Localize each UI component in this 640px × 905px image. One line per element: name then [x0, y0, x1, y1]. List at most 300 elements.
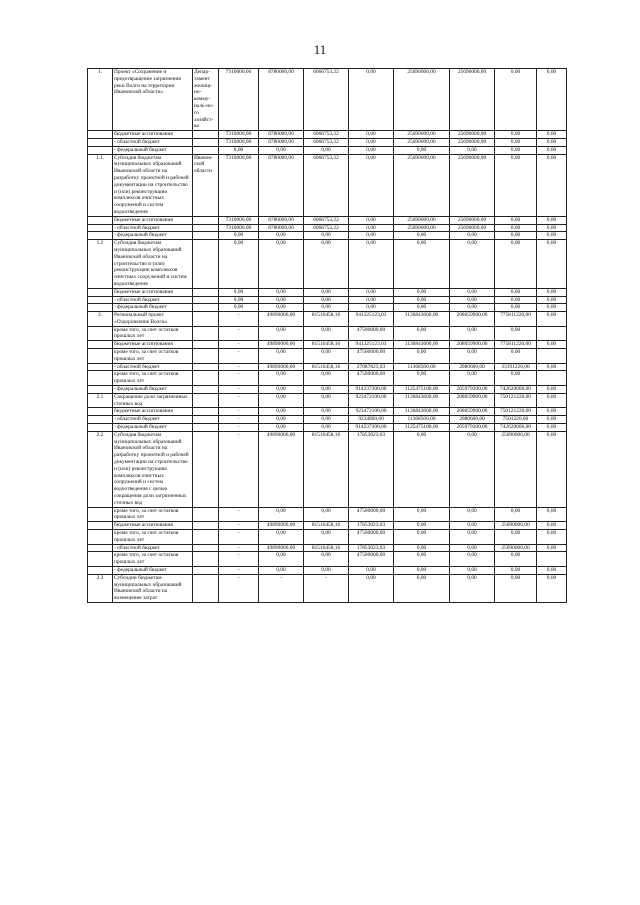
row-description-cell: кроме того, за счет остатков прошлых лет	[113, 530, 193, 545]
value-2026-cell: 0,00	[537, 312, 567, 327]
value-2022-cell: 17853023,03	[349, 431, 394, 507]
value-2020-cell: 0,00	[259, 288, 304, 296]
row-description-cell: бюджетные ассигнования	[113, 522, 193, 530]
value-2022-cell: 27087823,03	[349, 363, 394, 371]
responsible-executor-cell	[193, 574, 219, 602]
value-2024-cell: 25690000,00	[450, 154, 495, 216]
value-2025-cell: 33191220,00	[495, 363, 537, 371]
table-row	[88, 154, 567, 216]
value-2026-cell: 0,00	[537, 288, 567, 296]
value-2021-cell: 0,00	[304, 507, 349, 522]
table-row	[88, 216, 567, 224]
value-2025-cell: 0,00	[495, 146, 537, 154]
value-2025-cell: 0,00	[495, 552, 537, 567]
table-row	[88, 507, 567, 522]
table-row	[88, 431, 567, 507]
value-2020-cell: 8780000,00	[259, 131, 304, 139]
responsible-executor-cell	[193, 393, 219, 408]
value-2019-cell: 0,00	[219, 232, 259, 240]
table-row	[88, 522, 567, 530]
value-2026-cell: 0,00	[537, 363, 567, 371]
value-2020-cell: 8780000,00	[259, 216, 304, 224]
responsible-executor-cell	[193, 312, 219, 327]
value-2023-cell: 0,00	[394, 304, 450, 312]
row-description-cell: Субсидия бюджетам муниципальных образований Ивановской области на разработку проектной и рабочей документации на строительство и (или) реконструкцию комплексов очистных сооружений и систем водоотведения	[113, 154, 193, 216]
row-description-cell: - областной бюджет	[113, 296, 193, 304]
table-row	[88, 138, 567, 146]
value-2020-cell: 8780000,00	[259, 138, 304, 146]
value-2024-cell: 0,00	[450, 566, 495, 574]
value-2022-cell: 17853023,03	[349, 544, 394, 552]
row-description-cell: - федеральный бюджет	[113, 304, 193, 312]
value-2021-cell: 6066753,22	[304, 224, 349, 232]
value-2023-cell: 0,00	[394, 326, 450, 341]
value-2024-cell: 0,00	[450, 544, 495, 552]
value-2026-cell: 0,00	[537, 431, 567, 507]
value-2023-cell: 0,00	[394, 349, 450, 364]
value-2020-cell: 0,00	[259, 416, 304, 424]
row-number-cell	[88, 552, 113, 567]
value-2021-cell: 0,00	[304, 232, 349, 240]
responsible-executor-cell	[193, 296, 219, 304]
value-2025-cell: 25690000,00	[495, 431, 537, 507]
value-2023-cell: 0,00	[394, 566, 450, 574]
value-2024-cell: 0,00	[450, 146, 495, 154]
value-2025-cell: 0,00	[495, 138, 537, 146]
value-2026-cell: 0,00	[537, 566, 567, 574]
value-2024-cell: 0,00	[450, 574, 495, 602]
value-2021-cell: 81516458,16	[304, 522, 349, 530]
value-2023-cell: 0,00	[394, 544, 450, 552]
value-2026-cell	[537, 371, 567, 386]
row-number-cell	[88, 544, 113, 552]
value-2023-cell: 1136843600,00	[394, 393, 450, 408]
value-2020-cell: 0,00	[259, 424, 304, 432]
value-2023-cell: 0,00	[394, 232, 450, 240]
value-2022-cell: 0,00	[349, 232, 394, 240]
value-2023-cell: 0,00	[394, 530, 450, 545]
value-2024-cell: 0,00	[450, 304, 495, 312]
value-2026-cell: 0,00	[537, 424, 567, 432]
responsible-executor-cell	[193, 416, 219, 424]
row-description-cell: Проект «Сохранение и предотвращение загрязнения реки Волги на территории Ивановской области»	[113, 69, 193, 131]
row-description-cell: - областной бюджет	[113, 544, 193, 552]
value-2025-cell: 0,00	[495, 507, 537, 522]
table-row	[88, 341, 567, 349]
table-row	[88, 349, 567, 364]
value-2023-cell: 0,00	[394, 288, 450, 296]
value-2022-cell: 914237300,00	[349, 386, 394, 394]
value-2022-cell: 923472100,00	[349, 408, 394, 416]
value-2019-cell: -	[219, 326, 259, 341]
value-2026-cell: 0,00	[537, 416, 567, 424]
row-description-cell: бюджетные ассигнования	[113, 131, 193, 139]
value-2021-cell: 0,00	[304, 530, 349, 545]
value-2023-cell: 1136843600,00	[394, 408, 450, 416]
value-2019-cell: -	[219, 424, 259, 432]
value-2020-cell: 49890000,00	[259, 431, 304, 507]
row-description-cell: кроме того, за счет остатков прошлых лет	[113, 371, 193, 386]
responsible-executor-cell	[193, 240, 219, 289]
value-2022-cell: 0,00	[349, 288, 394, 296]
value-2023-cell: 1136843600,00	[394, 312, 450, 327]
value-2019-cell: -	[219, 574, 259, 602]
value-2025-cell: 750121220,00	[495, 408, 537, 416]
value-2021-cell: 81516458,16	[304, 312, 349, 327]
value-2019-cell: 7310000,00	[219, 154, 259, 216]
value-2024-cell: 0,00	[450, 232, 495, 240]
row-description-cell: - областной бюджет	[113, 416, 193, 424]
value-2023-cell: 0,00	[394, 371, 450, 386]
value-2022-cell: 0,00	[349, 304, 394, 312]
value-2025-cell: 0,00	[495, 232, 537, 240]
value-2020-cell: 0,00	[259, 386, 304, 394]
value-2025-cell: 0,00	[495, 69, 537, 131]
value-2024-cell: 2080600,00	[450, 416, 495, 424]
responsible-executor-cell	[193, 522, 219, 530]
value-2023-cell: 25690000,00	[394, 216, 450, 224]
value-2020-cell: 0,00	[259, 240, 304, 289]
value-2019-cell: -	[219, 363, 259, 371]
value-2020-cell: 0,00	[259, 349, 304, 364]
value-2024-cell: 0,00	[450, 522, 495, 530]
value-2026-cell: 0,00	[537, 544, 567, 552]
value-2022-cell: 0,00	[349, 224, 394, 232]
value-2022-cell: 17853023,03	[349, 522, 394, 530]
row-number-cell	[88, 566, 113, 574]
value-2023-cell: 25690000,00	[394, 131, 450, 139]
value-2024-cell: 25690000,00	[450, 224, 495, 232]
value-2022-cell: 0,00	[349, 131, 394, 139]
value-2022-cell: 0,00	[349, 69, 394, 131]
value-2024-cell: 25690000,00	[450, 138, 495, 146]
value-2020-cell: 0,00	[259, 408, 304, 416]
value-2026-cell: 0,00	[537, 232, 567, 240]
table-row	[88, 574, 567, 602]
value-2025-cell: 0,00	[495, 326, 537, 341]
responsible-executor-cell	[193, 544, 219, 552]
row-description-cell: Субсидия бюджетам муниципальных образований Ивановской области на строительство и (или) реконструкцию комплексов очистных сооружений и систем водоотведения	[113, 240, 193, 289]
value-2021-cell: 0,00	[304, 552, 349, 567]
row-number-cell	[88, 424, 113, 432]
value-2026-cell: 0,00	[537, 522, 567, 530]
value-2023-cell: 0,00	[394, 146, 450, 154]
value-2024-cell: 0,00	[450, 288, 495, 296]
value-2026-cell	[537, 326, 567, 341]
row-number-cell	[88, 408, 113, 416]
value-2021-cell: 6066753,22	[304, 154, 349, 216]
value-2025-cell: 775811220,00	[495, 312, 537, 327]
value-2021-cell: 6066753,22	[304, 69, 349, 131]
value-2022-cell: 0,00	[349, 146, 394, 154]
value-2025-cell: 0,00	[495, 224, 537, 232]
row-description-cell: кроме того, за счет остатков прошлых лет	[113, 507, 193, 522]
value-2026-cell	[537, 349, 567, 364]
responsible-executor-cell	[193, 232, 219, 240]
value-2021-cell: 0,00	[304, 240, 349, 289]
value-2022-cell: 47500000,00	[349, 552, 394, 567]
table-row	[88, 530, 567, 545]
table-row	[88, 552, 567, 567]
value-2021-cell: 81516458,16	[304, 431, 349, 507]
value-2026-cell: 0,00	[537, 146, 567, 154]
value-2020-cell: 8780000,00	[259, 224, 304, 232]
value-2024-cell: 0,00	[450, 240, 495, 289]
responsible-executor-cell: Депар-тамент жилищ-но-комму-наль-но-го хозяйст-ва	[193, 69, 219, 131]
value-2021-cell: 0,00	[304, 288, 349, 296]
row-number-cell	[88, 326, 113, 341]
table-row	[88, 312, 567, 327]
value-2024-cell: 205979300,00	[450, 386, 495, 394]
row-number-cell	[88, 296, 113, 304]
value-2022-cell: 941325123,03	[349, 341, 394, 349]
value-2022-cell: 941325123,03	[349, 312, 394, 327]
value-2020-cell: 0,00	[259, 507, 304, 522]
value-2026-cell: 0,00	[537, 507, 567, 522]
table-row	[88, 69, 567, 131]
row-description-cell: Субсидии бюджетам муниципальных образований Ивановской области на возмещение затрат	[113, 574, 193, 602]
value-2021-cell: 0,00	[304, 304, 349, 312]
value-2019-cell: -	[219, 386, 259, 394]
row-number-cell	[88, 371, 113, 386]
value-2021-cell: 81516458,16	[304, 341, 349, 349]
responsible-executor-cell	[193, 424, 219, 432]
value-2022-cell: 47500000,00	[349, 326, 394, 341]
value-2019-cell: -	[219, 530, 259, 545]
table-row	[88, 371, 567, 386]
value-2020-cell: 49890000,00	[259, 341, 304, 349]
value-2025-cell: 0,00	[495, 349, 537, 364]
table-row	[88, 566, 567, 574]
value-2024-cell: 208059900,00	[450, 408, 495, 416]
value-2025-cell: 0,00	[495, 530, 537, 545]
row-description-cell: кроме того, за счет остатков прошлых лет	[113, 326, 193, 341]
row-number-cell	[88, 349, 113, 364]
value-2023-cell: 11368500,00	[394, 363, 450, 371]
value-2020-cell: 0,00	[259, 371, 304, 386]
value-2019-cell: -	[219, 544, 259, 552]
value-2025-cell: 0,00	[495, 131, 537, 139]
row-number-cell: 1.1.	[88, 154, 113, 216]
value-2019-cell: 0,00	[219, 296, 259, 304]
value-2020-cell: 0,00	[259, 296, 304, 304]
value-2024-cell: 25690000,00	[450, 69, 495, 131]
value-2025-cell: 0,00	[495, 288, 537, 296]
value-2025-cell: 25690000,00	[495, 544, 537, 552]
value-2024-cell: 0,00	[450, 530, 495, 545]
value-2020-cell: -	[259, 574, 304, 602]
value-2026-cell: 0,00	[537, 296, 567, 304]
value-2019-cell: -	[219, 349, 259, 364]
value-2026-cell: 0,00	[537, 131, 567, 139]
responsible-executor-cell	[193, 530, 219, 545]
value-2022-cell: 0,00	[349, 154, 394, 216]
value-2024-cell: 208059900,00	[450, 341, 495, 349]
row-number-cell	[88, 522, 113, 530]
value-2021-cell: 0,00	[304, 408, 349, 416]
value-2020-cell: 49890000,00	[259, 312, 304, 327]
value-2019-cell: -	[219, 341, 259, 349]
value-2022-cell: 0,00	[349, 240, 394, 289]
row-description-cell: бюджетные ассигнования	[113, 341, 193, 349]
row-number-cell	[88, 138, 113, 146]
value-2022-cell: 9234800,00	[349, 416, 394, 424]
value-2021-cell: 0,00	[304, 393, 349, 408]
row-description-cell: - федеральный бюджет	[113, 146, 193, 154]
table-row	[88, 544, 567, 552]
value-2020-cell: 0,00	[259, 552, 304, 567]
value-2023-cell: 0,00	[394, 240, 450, 289]
value-2020-cell: 0,00	[259, 530, 304, 545]
value-2021-cell: 0,00	[304, 326, 349, 341]
value-2026-cell: 0,00	[537, 341, 567, 349]
value-2019-cell: 7310000,00	[219, 138, 259, 146]
row-number-cell: 1.	[88, 69, 113, 131]
responsible-executor-cell	[193, 363, 219, 371]
value-2020-cell: 8780000,00	[259, 69, 304, 131]
responsible-executor-cell	[193, 566, 219, 574]
value-2026-cell: 0,00	[537, 530, 567, 545]
row-number-cell	[88, 131, 113, 139]
value-2019-cell: -	[219, 408, 259, 416]
value-2019-cell: -	[219, 522, 259, 530]
row-description-cell: - областной бюджет	[113, 138, 193, 146]
row-description-cell: - федеральный бюджет	[113, 424, 193, 432]
value-2021-cell: 0,00	[304, 349, 349, 364]
value-2020-cell: 49890000,00	[259, 544, 304, 552]
value-2019-cell: 7310000,00	[219, 69, 259, 131]
value-2024-cell: 208059900,00	[450, 393, 495, 408]
value-2025-cell: 25690000,00	[495, 522, 537, 530]
value-2023-cell: 25690000,00	[394, 138, 450, 146]
table-row	[88, 240, 567, 289]
value-2019-cell: -	[219, 371, 259, 386]
value-2020-cell: 0,00	[259, 304, 304, 312]
responsible-executor-cell	[193, 408, 219, 416]
responsible-executor-cell	[193, 431, 219, 507]
value-2026-cell: 0,00	[537, 154, 567, 216]
responsible-executor-cell	[193, 224, 219, 232]
value-2022-cell: 914237300,00	[349, 424, 394, 432]
value-2025-cell: 0,00	[495, 566, 537, 574]
value-2021-cell: 81516458,16	[304, 544, 349, 552]
value-2019-cell: 0,00	[219, 288, 259, 296]
value-2022-cell: 0,00	[349, 574, 394, 602]
value-2024-cell: 0,00	[450, 431, 495, 507]
value-2020-cell: 49890000,00	[259, 522, 304, 530]
table-row	[88, 146, 567, 154]
value-2021-cell: 6066753,22	[304, 131, 349, 139]
row-number-cell	[88, 224, 113, 232]
row-description-cell: - федеральный бюджет	[113, 566, 193, 574]
table-row	[88, 224, 567, 232]
row-description-cell: кроме того, за счет остатков прошлых лет	[113, 552, 193, 567]
row-description-cell: Сокращение доли загрязненных сточных вод	[113, 393, 193, 408]
budget-table	[87, 68, 567, 603]
responsible-executor-cell	[193, 341, 219, 349]
value-2023-cell: 25690000,00	[394, 69, 450, 131]
value-2020-cell: 49890000,00	[259, 363, 304, 371]
value-2025-cell: 775811220,00	[495, 341, 537, 349]
value-2021-cell: 6066753,22	[304, 138, 349, 146]
value-2019-cell: -	[219, 566, 259, 574]
value-2025-cell: 0,00	[495, 216, 537, 224]
value-2019-cell: 7310000,00	[219, 216, 259, 224]
row-description-cell: - федеральный бюджет	[113, 386, 193, 394]
value-2026-cell: 0,00	[537, 304, 567, 312]
table-row	[88, 424, 567, 432]
table-row	[88, 393, 567, 408]
table-row	[88, 363, 567, 371]
table-row	[88, 326, 567, 341]
value-2021-cell: 81516458,16	[304, 363, 349, 371]
value-2025-cell: 0,00	[495, 304, 537, 312]
row-number-cell	[88, 507, 113, 522]
row-number-cell	[88, 416, 113, 424]
row-number-cell	[88, 216, 113, 224]
row-number-cell	[88, 341, 113, 349]
value-2024-cell: 205979300,00	[450, 424, 495, 432]
table-row	[88, 304, 567, 312]
value-2020-cell: 0,00	[259, 146, 304, 154]
value-2023-cell: 1125475100,00	[394, 424, 450, 432]
row-number-cell	[88, 232, 113, 240]
table-row	[88, 131, 567, 139]
row-description-cell: - областной бюджет	[113, 363, 193, 371]
value-2019-cell: 0,00	[219, 304, 259, 312]
row-number-cell	[88, 530, 113, 545]
row-number-cell	[88, 304, 113, 312]
row-number-cell	[88, 386, 113, 394]
value-2025-cell: 0,00	[495, 154, 537, 216]
value-2023-cell: 1136843600,00	[394, 341, 450, 349]
table-row	[88, 232, 567, 240]
value-2021-cell: 0,00	[304, 146, 349, 154]
row-description-cell: - федеральный бюджет	[113, 232, 193, 240]
value-2019-cell: 7310000,00	[219, 224, 259, 232]
row-description-cell: - областной бюджет	[113, 224, 193, 232]
value-2026-cell	[537, 552, 567, 567]
value-2020-cell: 0,00	[259, 566, 304, 574]
value-2025-cell: 742620000,00	[495, 386, 537, 394]
responsible-executor-cell	[193, 349, 219, 364]
value-2024-cell: 0,00	[450, 296, 495, 304]
value-2019-cell: -	[219, 552, 259, 567]
value-2023-cell: 11368500,00	[394, 416, 450, 424]
value-2023-cell: 0,00	[394, 431, 450, 507]
value-2022-cell: 0,00	[349, 566, 394, 574]
value-2024-cell: 0,00	[450, 507, 495, 522]
value-2021-cell: -	[304, 574, 349, 602]
value-2026-cell: 0,00	[537, 240, 567, 289]
table-row	[88, 288, 567, 296]
value-2026-cell: 0,00	[537, 69, 567, 131]
responsible-executor-cell: Иванов-ской области	[193, 154, 219, 216]
value-2023-cell: 0,00	[394, 296, 450, 304]
value-2025-cell: 750121220,00	[495, 393, 537, 408]
row-number-cell	[88, 363, 113, 371]
value-2022-cell: 47500000,00	[349, 507, 394, 522]
value-2026-cell: 0,00	[537, 138, 567, 146]
table-row	[88, 296, 567, 304]
value-2023-cell: 0,00	[394, 522, 450, 530]
value-2019-cell: -	[219, 393, 259, 408]
responsible-executor-cell	[193, 326, 219, 341]
row-number-cell: 2.	[88, 312, 113, 327]
value-2025-cell: 0,00	[495, 574, 537, 602]
value-2024-cell: 2080600,00	[450, 363, 495, 371]
value-2025-cell: 0,00	[495, 296, 537, 304]
